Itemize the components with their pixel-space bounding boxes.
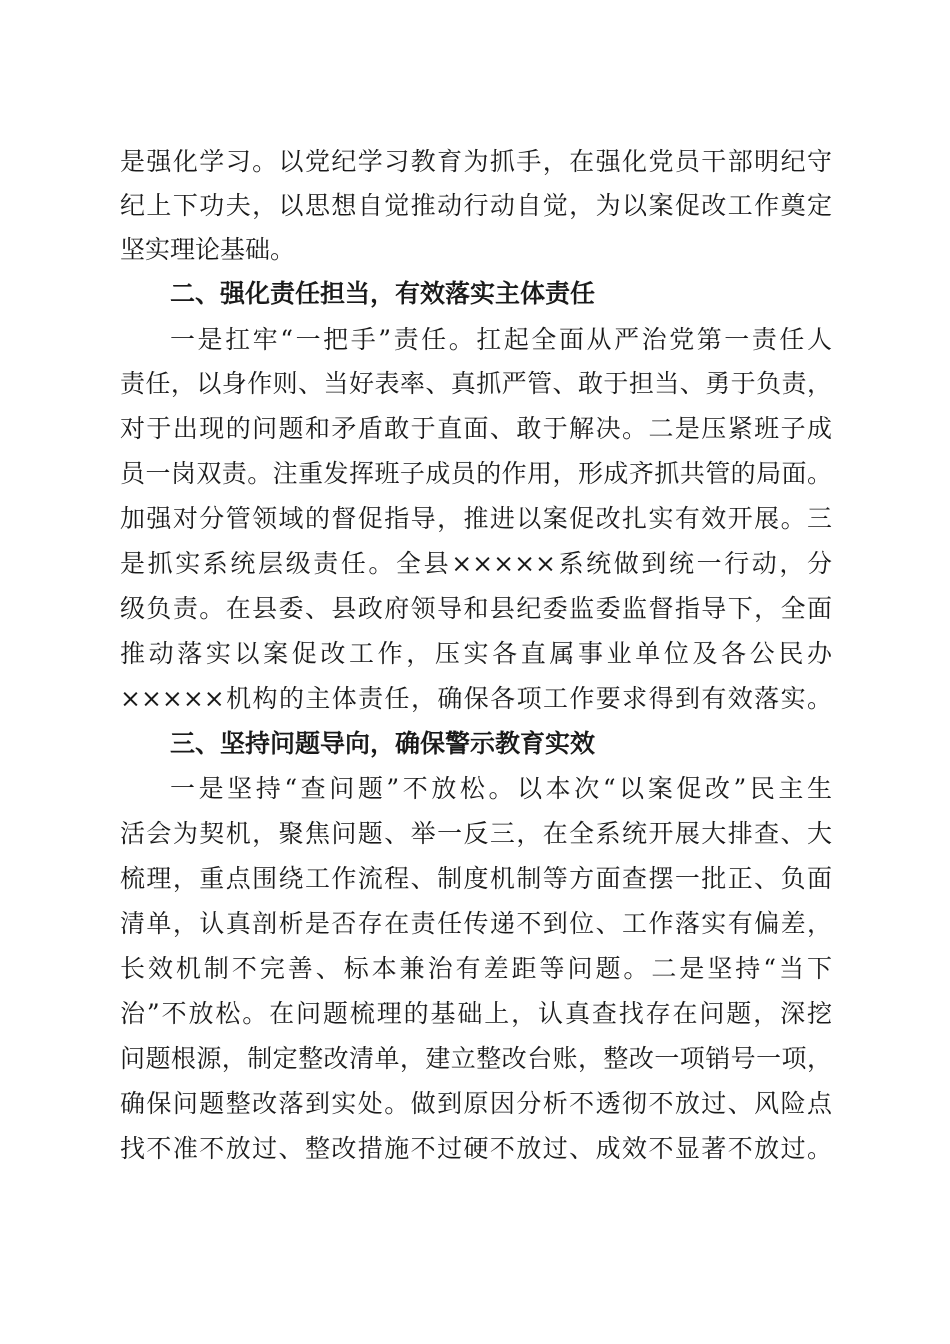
paragraph-1-line-1: 是强化学习。以党纪学习教育为抓手，在强化党员干部明纪守 bbox=[120, 147, 832, 176]
paragraph-3-line-8: 确保问题整改落到实处。做到原因分析不透彻不放过、风险点 bbox=[120, 1089, 832, 1118]
paragraph-3-line-2: 活会为契机，聚焦问题、举一反三，在全系统开展大排查、大 bbox=[120, 819, 832, 848]
paragraph-3-line-5: 长效机制不完善、标本兼治有差距等问题。二是坚持“当下 bbox=[120, 954, 832, 983]
paragraph-3-line-4: 清单，认真剖析是否存在责任传递不到位、工作落实有偏差， bbox=[120, 909, 832, 938]
paragraph-2-line-2: 责任，以身作则、当好表率、真抓严管、敢于担当、勇于负责， bbox=[120, 369, 832, 398]
paragraph-3-line-7: 问题根源，制定整改清单，建立整改台账，整改一项销号一项， bbox=[120, 1044, 832, 1073]
paragraph-2-line-7: 级负责。在县委、县政府领导和县纪委监委监督指导下，全面 bbox=[120, 594, 832, 623]
paragraph-2-line-1: 一是扛牢“一把手”责任。扛起全面从严治党第一责任人 bbox=[170, 325, 832, 354]
paragraph-1-line-3: 坚实理论基础。 bbox=[120, 235, 296, 264]
paragraph-2-line-5: 加强对分管领域的督促指导，推进以案促改扎实有效开展。三 bbox=[120, 504, 832, 533]
paragraph-3-line-3: 梳理，重点围绕工作流程、制度机制等方面查摆一批正、负面 bbox=[120, 864, 832, 893]
paragraph-3-line-1: 一是坚持“查问题”不放松。以本次“以案促改”民主生 bbox=[170, 774, 832, 803]
paragraph-3-line-9: 找不准不放过、整改措施不过硬不放过、成效不显著不放过。 bbox=[120, 1134, 832, 1163]
paragraph-1-line-2: 纪上下功夫，以思想自觉推动行动自觉，为以案促改工作奠定 bbox=[120, 191, 832, 220]
paragraph-2-line-9: ×××××机构的主体责任，确保各项工作要求得到有效落实。 bbox=[120, 684, 832, 713]
paragraph-3-line-6: 治”不放松。在问题梳理的基础上，认真查找存在问题，深挖 bbox=[120, 999, 832, 1028]
paragraph-2-line-3: 对于出现的问题和矛盾敢于直面、敢于解决。二是压紧班子成 bbox=[120, 414, 832, 443]
paragraph-2-line-8: 推动落实以案促改工作，压实各直属事业单位及各公民办 bbox=[120, 639, 832, 668]
paragraph-2-line-6: 是抓实系统层级责任。全县×××××系统做到统一行动，分 bbox=[120, 549, 832, 578]
paragraph-2-line-4: 员一岗双责。注重发挥班子成员的作用，形成齐抓共管的局面。 bbox=[120, 459, 832, 488]
section-heading-2: 二、强化责任担当，有效落实主体责任 bbox=[170, 279, 596, 308]
section-heading-3: 三、坚持问题导向，确保警示教育实效 bbox=[170, 729, 596, 758]
